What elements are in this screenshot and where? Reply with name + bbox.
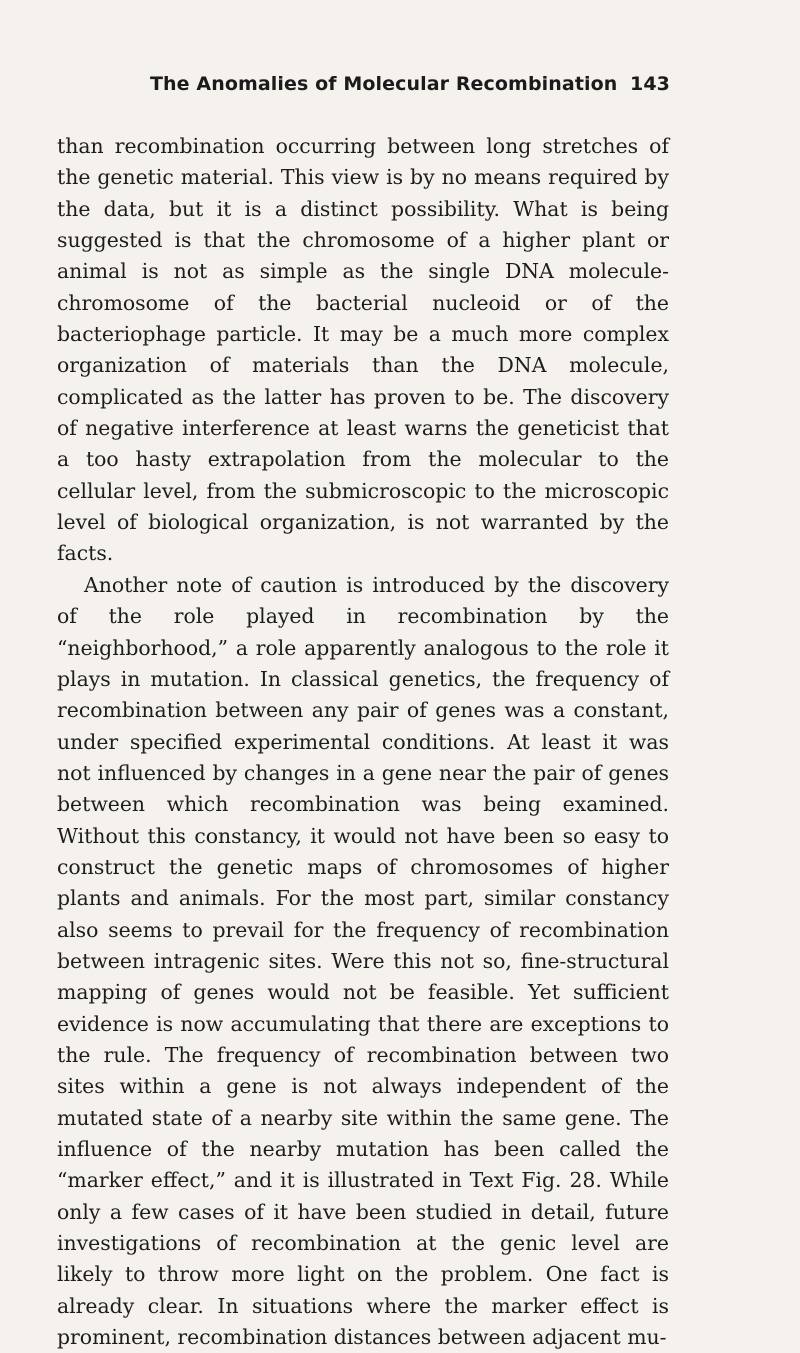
body-text bbox=[57, 131, 669, 1353]
running-title: The Anomalies of Molecular Recombination bbox=[150, 73, 618, 95]
page-number: 143 bbox=[630, 73, 670, 95]
paragraph-continued: than recombination occurring between long stretches of the genetic material. This view is by no means required by the data, but it is a distinct possibility. What is being suggested is that the chromosome of a higher plant or animal is not as simple as the single DNA molecule-chromosome of the bacterial nucleoid or of the bacteriophage particle. It may be a much more complex organization of materials than the DNA molecule, complicated as the latter has proven to be. The discovery of negative interference at least warns the geneticist that a too hasty extrapolation from the molecular to the cellular level, from the submicroscopic to the microscopic level of biological organization, is not warranted by the facts. bbox=[57, 134, 669, 566]
paragraph: Another note of caution is introduced by the discovery of the role played in recombination by the “neighborhood,” a role apparently analogous to the role it plays in mutation. In classical genetics, the frequency of recombination between any pair of genes was a constant, under specified experimental conditions. At least it was not influenced by changes in a gene near the pair of genes between which recombination was being examined. Without this constancy, it would not have been so easy to construct the genetic maps of chromosomes of higher plants and animals. For the most part, similar constancy also seems to prevail for the frequency of recombination between intragenic sites. Were this not so, fine-structural mapping of genes would not be feasible. Yet sufficient evidence is now accumulating that there are exceptions to the rule. The frequency of recombination between two sites within a gene is not always independent of the mutated state of a nearby site within the same gene. The influence of the nearby mutation has been called the “marker effect,” and it is illustrated in Text Fig. 28. While only a few cases of it have been studied in detail, future investigations of recombination at the genic level are likely to throw more light on the problem. One fact is already clear. In situations where the marker effect is prominent, recombination distances between adjacent mu- bbox=[57, 572, 669, 1350]
running-head bbox=[150, 73, 670, 103]
